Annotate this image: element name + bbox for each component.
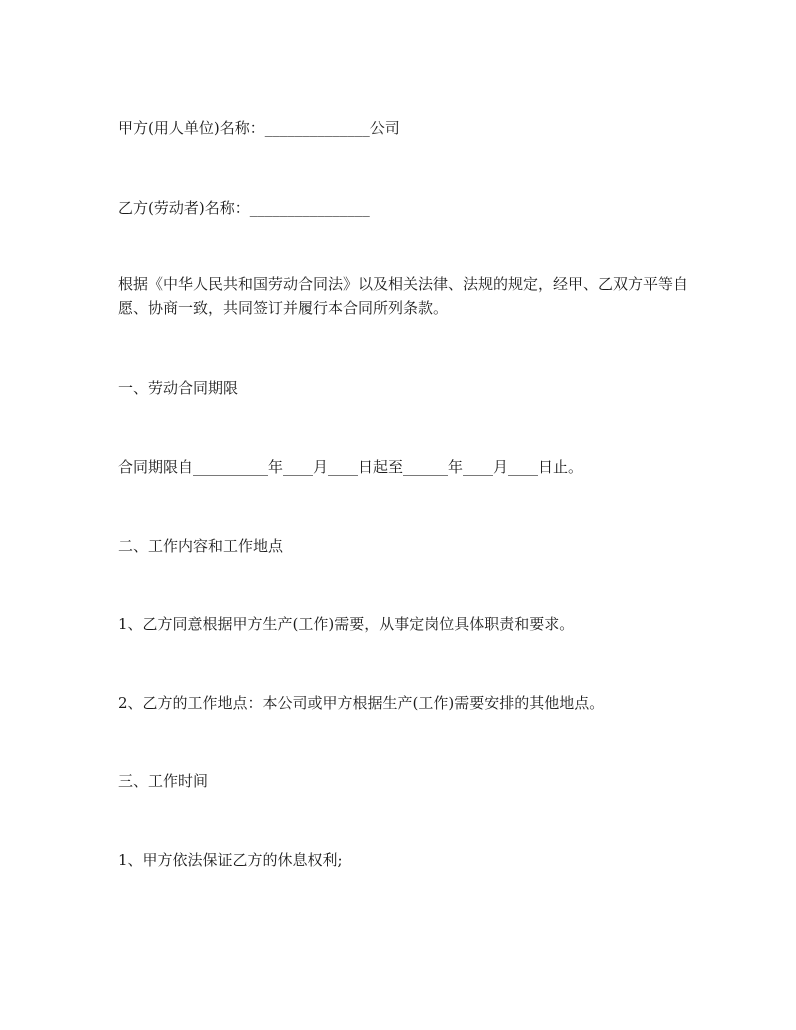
section-1-heading: 一、劳动合同期限 xyxy=(118,379,239,397)
section-2-item-1: 1、乙方同意根据甲方生产(工作)需要，从事定岗位具体职责和要求。 xyxy=(118,615,575,633)
party-a-name-line: 甲方(用人单位)名称：______________公司 xyxy=(118,119,400,137)
contract-term-line: 合同期限自__________年____月____日起至______年____月____日止。 xyxy=(118,458,584,476)
section-3-heading: 三、工作时间 xyxy=(118,772,209,790)
section-2-item-2: 2、乙方的工作地点：本公司或甲方根据生产(工作)需要安排的其他地点。 xyxy=(118,694,605,712)
section-3-item-1: 1、甲方依法保证乙方的休息权利; xyxy=(118,851,343,869)
preamble-paragraph: 根据《中华人民共和国劳动合同法》以及相关法律、法规的规定，经甲、乙双方平等自愿、协商一致，共同签订并履行本合同所列条款。 xyxy=(118,275,689,317)
party-b-name-line: 乙方(劳动者)名称：________________ xyxy=(118,199,370,217)
section-2-heading: 二、工作内容和工作地点 xyxy=(118,537,284,555)
